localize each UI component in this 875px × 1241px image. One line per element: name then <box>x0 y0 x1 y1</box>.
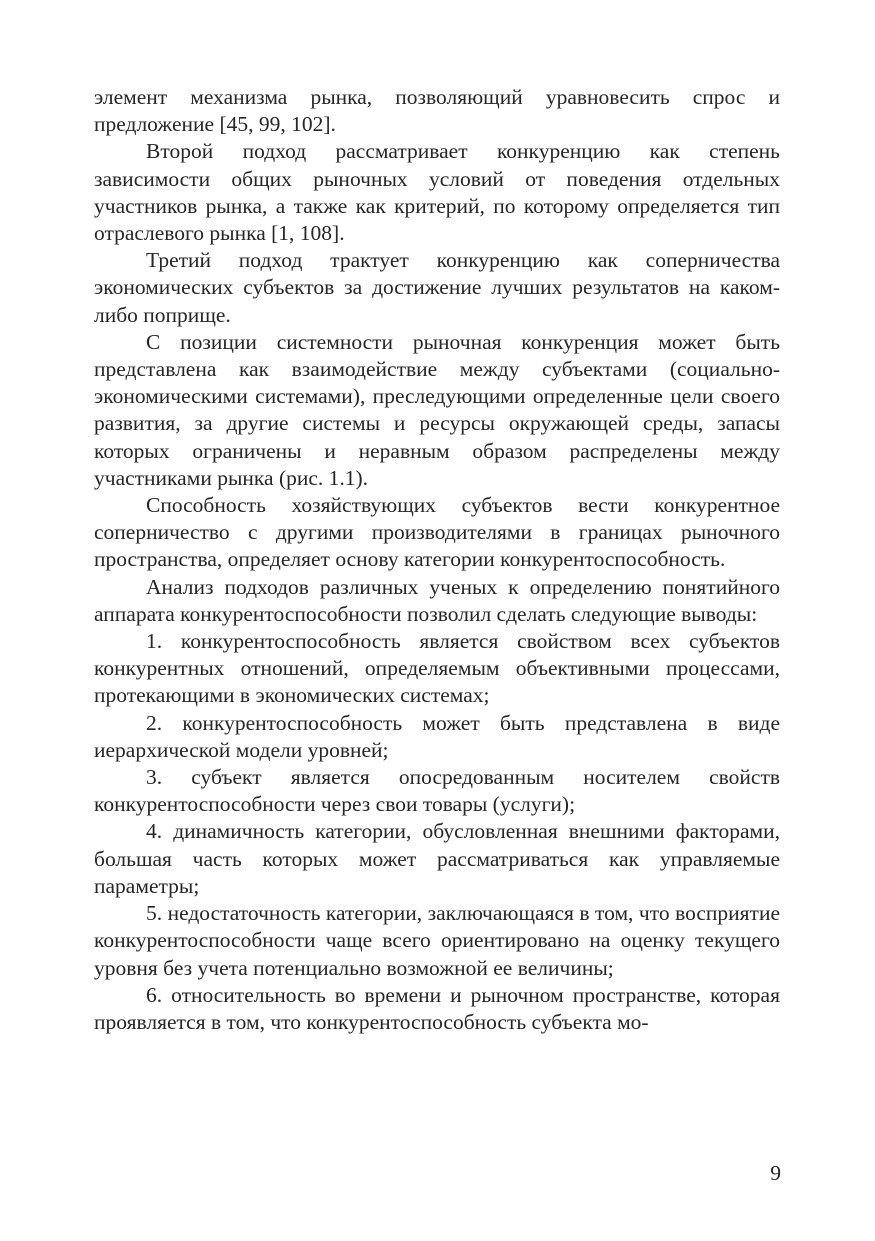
list-item-5: 5. недостаточность категории, заключающаяся в том, что восприятие конкурентоспособности чаще всего ориентировано на оценку текущего уровня без учета потенциально возможной ее величины; <box>94 901 780 980</box>
list-item-2: 2. конкурентоспособность может быть представлена в виде иерархической модели уровней; <box>94 710 780 762</box>
paragraph-competitiveness-basis: Способность хозяйствующих субъектов вести конкурентное соперничество с другими производителями в границах рыночного пространства, определяет основу категории конкурентоспособность. <box>94 493 780 572</box>
paragraph-second-approach: Второй подход рассматривает конкуренцию как степень зависимости общих рыночных условий от поведения отдельных участников рынка, а также как критерий, по которому определяется тип отраслевого рынка [1, 108]. <box>94 139 780 246</box>
body-text <box>94 84 780 1036</box>
paragraph-third-approach: Третий подход трактует конкуренцию как соперничества экономических субъектов за достижение лучших результатов на каком-либо поприще. <box>94 248 780 327</box>
paragraph-continuation: элемент механизма рынка, позволяющий уравновесить спрос и предложение [45, 99, 102]. <box>94 85 780 137</box>
list-item-3: 3. субъект является опосредованным носителем свойств конкурентоспособности через свои товары (услуги); <box>94 765 780 817</box>
paragraph-systemic-view: С позиции системности рыночная конкуренция может быть представлена как взаимодействие между субъектами (социально-экономическими системами), преследующими определенные цели своего развития, за другие системы и ресурсы окружающей среды, запасы которых ограничены и неравным образом распределены между участниками рынка (рис. 1.1). <box>94 329 780 490</box>
list-item-4: 4. динамичность категории, обусловленная внешними факторами, большая часть которых может рассматриваться как управляемые параметры; <box>94 819 780 898</box>
paragraph-analysis-intro: Анализ подходов различных ученых к определению понятийного аппарата конкурентоспособности позволил сделать следующие выводы: <box>94 574 780 626</box>
page-number: 9 <box>770 1161 781 1185</box>
list-item-6: 6. относительность во времени и рыночном пространстве, которая проявляется в том, что конкурентоспособность субъекта мо- <box>94 982 780 1034</box>
list-item-1: 1. конкурентоспособность является свойством всех субъектов конкурентных отношений, определяемым объективными процессами, протекающими в экономических системах; <box>94 629 780 708</box>
